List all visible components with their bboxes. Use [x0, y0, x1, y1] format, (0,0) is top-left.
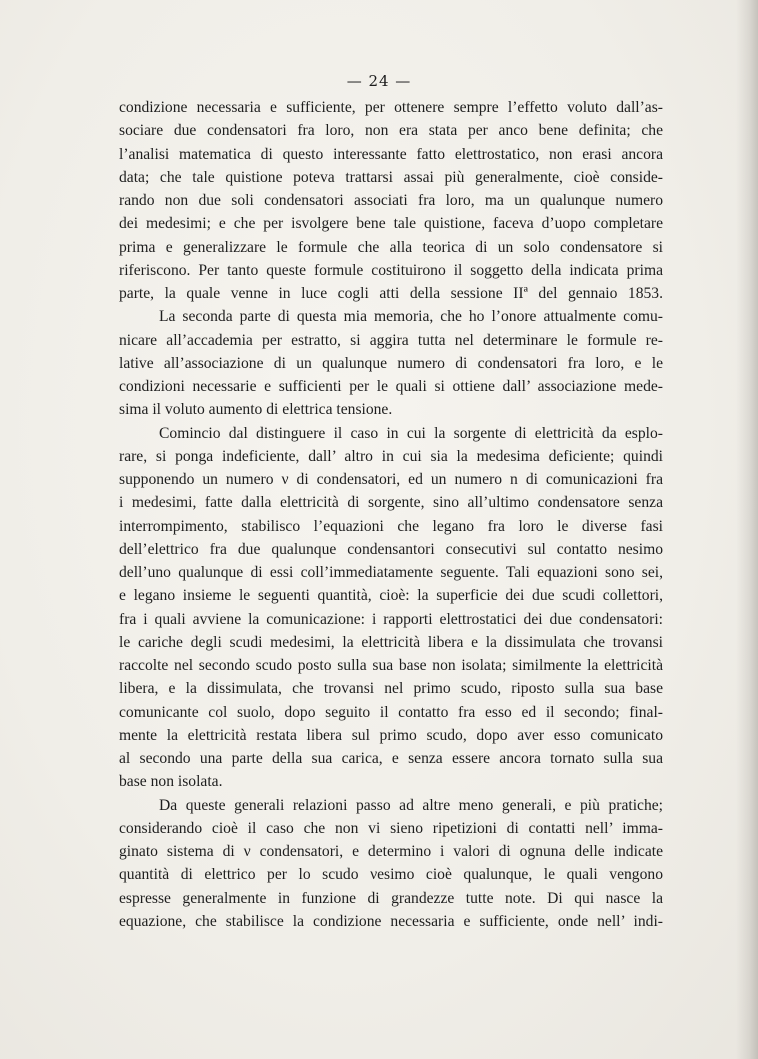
text-line: l’analisi matematica di questo interessante fatto elettrostatico, non erasi ancora — [119, 145, 663, 163]
text-line: dei medesimi; e che per isvolgere bene tale quistione, faceva d’uopo completare — [119, 215, 663, 233]
paragraph-start-line: Comincio dal distinguere il caso in cui la sorgente di elettricità da esplo- — [159, 424, 663, 442]
text-line: rare, si ponga indeficiente, dall’ altro in cui sia la medesima deficiente; quindi — [119, 447, 663, 465]
text-line: ginato sistema di ν condensatori, e determino i valori di ognuna delle indicate — [119, 843, 663, 860]
text-line: quantità di elettrico per lo scudo νesimo cioè qualunque, le quali vengono — [119, 866, 663, 884]
text-line: prima e generalizzare le formule che alla teorica di un solo condensatore si — [119, 238, 663, 256]
text-line: i medesimi, fatte dalla elettricità di sorgente, sino all’ultimo condensatore senza — [119, 494, 663, 512]
text-line: comunicante col suolo, dopo seguito il contatto fra esso ed il secondo; final- — [119, 703, 663, 721]
paragraph-end-line: base non isolata. — [119, 773, 223, 791]
text-line: le cariche degli scudi medesimi, la elettricità libera e la dissimulata che trovansi — [119, 633, 663, 651]
paragraph-start-line: Da queste generali relazioni passo ad altre meno generali, e più pratiche; — [159, 796, 663, 814]
text-line: data; che tale quistione poteva trattarsi assai più generalmente, cioè conside- — [119, 168, 663, 186]
page-number: — 24 — — [346, 72, 412, 90]
text-line: lative all’associazione di un qualunque numero di condensatori fra loro, e le — [119, 354, 663, 372]
text-line: fra i quali avviene la comunicazione: i rapporti elettrostatici dei due condensatori: — [119, 610, 663, 628]
text-line: condizioni necessarie e sufficienti per le quali si ottiene dall’ associazione mede- — [119, 378, 663, 395]
text-line: e legano insieme le seguenti quantità, cioè: la superficie dei due scudi collettori, — [119, 587, 663, 605]
text-line: condizione necessaria e sufficiente, per ottenere sempre l’effetto voluto dall’as- — [119, 99, 663, 116]
text-line: dell’elettrico fra due qualunque condensantori consecutivi sul contatto nesimo — [119, 540, 663, 558]
text-line: riferiscono. Per tanto queste formule costituirono il soggetto della indicata prima — [119, 261, 663, 279]
page-binding-shadow — [736, 0, 758, 1059]
text-line: al secondo una parte della sua carica, e senza essere ancora tornato sulla sua — [119, 750, 663, 767]
text-line: equazione, che stabilisce la condizione necessaria e sufficiente, onde nell’ indi- — [119, 912, 663, 930]
paragraph-start-line: La seconda parte di questa mia memoria, che ho l’onore attualmente comu- — [159, 308, 663, 326]
text-line: libera, e la dissimulata, che trovansi nel primo scudo, riposto sulla sua base — [119, 680, 663, 698]
text-line: supponendo un numero ν di condensatori, ed un numero n di comunicazioni fra — [119, 471, 663, 488]
text-line: sociare due condensatori fra loro, non era stata per anco bene definita; che — [119, 122, 663, 140]
text-line: nicare all’accademia per estratto, si aggira tutta nel determinare le formule re- — [119, 331, 663, 349]
body-text — [119, 96, 663, 933]
text-line: interrompimento, stabilisco l’equazioni che legano fra loro le diverse fasi — [119, 517, 663, 535]
text-line: parte, la quale venne in luce cogli atti della sessione IIª del gennaio 1853. — [119, 285, 663, 302]
text-line: dell’uno qualunque di essi coll’immediatamente seguente. Tali equazioni sono sei, — [119, 564, 663, 581]
text-line: mente la elettricità restata libera sul primo scudo, dopo aver esso comunicato — [119, 726, 663, 744]
paragraph-end-line: sima il voluto aumento di elettrica tensione. — [119, 401, 393, 419]
text-line: raccolte nel secondo scudo posto sulla sua base non isolata; similmente la elettricità — [119, 657, 663, 674]
text-line: espresse generalmente in funzione di grandezze tutte note. Di qui nasce la — [119, 889, 663, 907]
text-line: considerando cioè il caso che non vi sieno ripetizioni di contatti nell’ imma- — [119, 819, 663, 837]
text-line: rando non due soli condensatori associati fra loro, ma un qualunque numero — [119, 192, 663, 209]
